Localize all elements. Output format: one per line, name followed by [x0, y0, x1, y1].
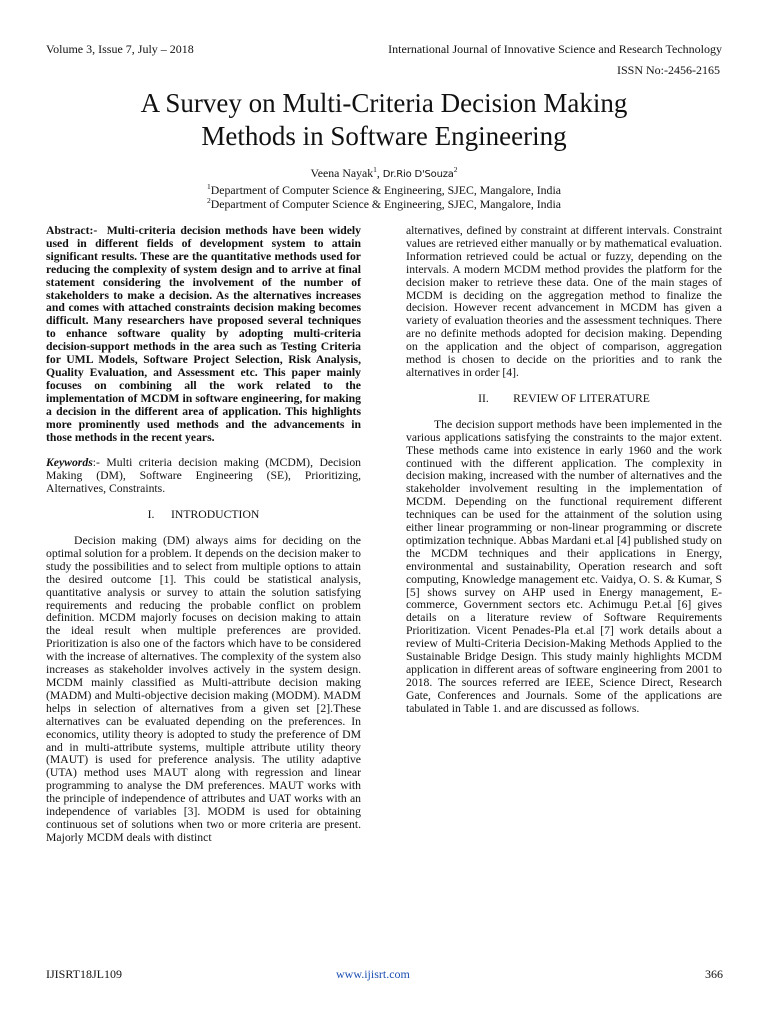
affiliation-1	[40, 183, 728, 198]
author-2-affiliation-mark: 2	[453, 165, 458, 175]
author-1-affiliation-mark: 1	[373, 165, 377, 175]
journal-name: International Journal of Innovative Science and Research Technology	[388, 42, 722, 56]
section-heading-review-of-literature: II. REVIEW OF LITERATURE	[478, 391, 650, 405]
author-separator: ,	[376, 166, 383, 180]
paper-title-line-1: A Survey on Multi-Criteria Decision Making	[140, 88, 628, 118]
journal-volume-issue: Volume 3, Issue 7, July – 2018	[46, 42, 194, 56]
affiliation-1-mark: 1	[207, 181, 211, 191]
issn-number: ISSN No:-2456-2165	[616, 63, 720, 77]
introduction-paragraph-continued: alternatives, defined by constraint at different intervals. Constraint values are retrieved either manually or by mathematical evaluation. Information retrieved could be actual or fuzzy, depending on the intervals. A modern MCDM method provides the platform for the decision maker to retrieve these data. One of the main stages of MCDM is deciding on the aggregation method to finalize the decision. However recent advancement in MCDM has given a variety of evaluation theories and the assessment techniques. There are no definite methods adopted for decision making. Depending on the application and the object of comparison, aggregation method is chosen to decide on the priorities and to rank the alternatives in order [4].	[406, 224, 722, 379]
paper-id: IJISRT18JL109	[46, 967, 122, 981]
author-block	[40, 166, 728, 212]
section-heading-introduction: I. INTRODUCTION	[147, 508, 260, 522]
author-names	[40, 166, 728, 183]
author-2-name: Dr.Rio D'Souza	[382, 169, 454, 180]
left-column	[46, 225, 361, 845]
keywords-separator: :-	[92, 456, 100, 470]
introduction-paragraph: Decision making (DM) always aims for deciding on the optimal solution for a problem. It depends on the decision maker to study the possibilities and to select from multiple options to attain the desired outcome [1]. This could be statistical analysis, quantitative analysis or survey to attain the solution satisfying requirements and reducing the probable conflict on problem definition. MCDM majorly focuses on decision making to attain the ideal result when multiple preferences are provided. Prioritization is also one of the factors which have to be considered with the increase of alternatives. The complexity of the system also increases as stakeholder involves actively in the system design. MCDM mainly classified as Multi-attribute decision making (MADM) and Multi-objective decision making (MODM). MADM helps in selection of alternatives from a given set [2].These alternatives can be evaluated depending on the preferences. In economics, utility theory is adopted to study the preference of DM and in multi-attribute systems, multiple attribute utility theory (MAUT) is used for preference analysis. The utility adaptive (UTA) method uses MAUT along with regression and linear programming to analyse the DM preferences. MAUT works with the principle of independence of attributes and UAT works with an independence of variables [3]. MODM is used for obtaining continuous set of solutions when two or more criteria are present. Majorly MCDM deals with distinct	[46, 534, 361, 844]
abstract	[46, 225, 361, 444]
affiliation-2-mark: 2	[207, 196, 211, 206]
review-paragraph: The decision support methods have been implemented in the various applications satisfying the constraints to the major extent. These methods came into existence in early 1960 and the work continued with the different application. The complexity in decision making, increased with the number of alternatives and the stakeholder involvement resulting in the implementation of MCDM. Depending on the functional requirement different techniques can be used for the attainment of the solution using either linear programming or non-linear programming or discrete optimization technique. Abbas Mardani et.al [4] published study on the MCDM techniques and their applications in Energy, environmental and sustainability, Operation research and soft computing, Knowledge management etc. Vaidya, O. S. & Kumar, S [5] shows survey on AHP used in Energy management, E-commerce, Government sectors etc. Achimugu P.et.al [6] gives details on a literature review of Software Requirements Prioritization. Vicent Penades-Pla et.al [7] work details about a review of Multi-Criteria Decision-Making Methods Applied to the Sustainable Bridge Design. This study mainly highlights MCDM application in different areas of software engineering from 2001 to 2018. The sources referred are IEEE, Science Direct, Research Gate, Conferences and Journals. Some of the applications are tabulated in Table 1. and are discussed as follows.	[406, 417, 722, 715]
right-column	[406, 225, 722, 716]
affiliation-2-text: Department of Computer Science & Engineering, SJEC, Mangalore, India	[210, 197, 561, 211]
abstract-text: Multi-criteria decision methods have been widely used in different fields of development system to attain significant results. These are the quantitative methods used for reducing the complexity of system design and to arrive at final statement considering the involvement of the number of stakeholders to make a decision. As the alternatives increases and comes with attached constraints decision making becomes difficult. Many researchers have proposed several techniques to enhance software quality by adopting multi-criteria decision-support methods in the area such as Testing Criteria for UML Models, Software Project Selection, Risk Analysis, Quality Evaluation, and Assessment etc. This paper mainly focuses on combining all the work related to the implementation of MCDM in software engineering, for making a decision in the different area of application. This highlights more prominently used methods and the advancements in those methods in the recent years.	[46, 224, 361, 444]
page-number: 366	[705, 967, 723, 981]
affiliation-1-text: Department of Computer Science & Engineering, SJEC, Mangalore, India	[210, 182, 561, 197]
paper-title	[40, 87, 728, 153]
abstract-label: Abstract:-	[46, 224, 98, 237]
keywords-label: Keywords	[46, 456, 93, 470]
keywords	[46, 457, 361, 496]
affiliation-2	[40, 197, 728, 212]
author-1-name: Veena Nayak	[310, 166, 374, 180]
keywords-text: Multi criteria decision making (MCDM), Decision Making (DM), Software Engineering (SE), Prioritizing, Alternatives, Constraints.	[46, 456, 362, 496]
journal-website-link[interactable]: www.ijisrt.com	[336, 967, 410, 981]
paper-title-line-2: Methods in Software Engineering	[201, 121, 567, 151]
